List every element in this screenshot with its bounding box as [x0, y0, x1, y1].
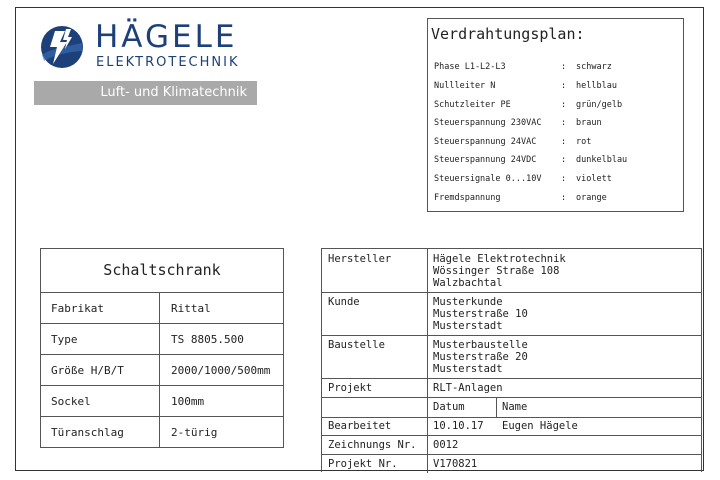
cabinet-title: Schaltschrank — [41, 249, 283, 293]
cabinet-row — [41, 386, 283, 417]
bearbeitet-datum: 10.10.17 — [433, 420, 484, 432]
wiring-color: rot — [576, 137, 592, 147]
projekt-value: RLT-Anlagen — [433, 382, 503, 394]
wiring-separator: : — [561, 137, 567, 147]
cabinet-value: 100mm — [171, 395, 205, 408]
wiring-separator: : — [561, 62, 567, 72]
cabinet-value: Rittal — [171, 302, 211, 315]
baustelle-line: Musterstadt — [433, 363, 503, 375]
projekt-nr-value: V170821 — [433, 458, 478, 470]
hersteller-line: Wössinger Straße 108 — [433, 265, 560, 277]
baustelle-label: Baustelle — [328, 339, 385, 351]
bearbeitet-name: Eugen Hägele — [502, 420, 578, 432]
wiring-color: dunkelblau — [576, 155, 628, 165]
hersteller-label: Hersteller — [328, 253, 392, 265]
wiring-color: violett — [576, 174, 612, 184]
wiring-separator: : — [561, 100, 567, 110]
cabinet-table — [40, 248, 284, 448]
name-header: Name — [502, 401, 528, 413]
cabinet-value: 2000/1000/500mm — [171, 364, 271, 377]
cabinet-value: TS 8805.500 — [171, 333, 244, 346]
title-block-rule — [322, 417, 701, 418]
wiring-separator: : — [561, 81, 567, 91]
wiring-title: Verdrahtungsplan: — [431, 25, 585, 43]
wiring-separator: : — [561, 118, 567, 128]
wiring-separator: : — [561, 174, 567, 184]
cabinet-label: Sockel — [51, 395, 91, 408]
wiring-label: Steuersignale 0...10V — [434, 174, 542, 184]
cabinet-value: 2-türig — [171, 426, 218, 439]
cabinet-label: Fabrikat — [51, 302, 104, 315]
lightning-logo-icon — [40, 25, 84, 69]
wiring-label: Fremdspannung — [434, 193, 501, 203]
brand-subtitle: ELEKTROTECHNIK — [96, 55, 240, 70]
wiring-label: Schutzleiter PE — [434, 100, 511, 110]
title-block-rule — [322, 454, 701, 455]
wiring-color: orange — [576, 193, 607, 203]
title-block-rule — [322, 397, 701, 398]
wiring-label: Phase L1-L2-L3 — [434, 62, 506, 72]
cabinet-label: Türanschlag — [51, 426, 124, 439]
baustelle-line: Musterstraße 20 — [433, 351, 528, 363]
wiring-color: braun — [576, 118, 602, 128]
cabinet-row — [41, 293, 283, 324]
wiring-label: Steuerspannung 230VAC — [434, 118, 542, 128]
hersteller-line: Walzbachtal — [433, 277, 503, 289]
zeichnungs-nr-value: 0012 — [433, 439, 459, 451]
cabinet-label: Größe H/B/T — [51, 364, 124, 377]
title-block-rule — [322, 378, 701, 379]
title-block-rule — [322, 435, 701, 436]
brand-name: HÄGELE — [95, 19, 238, 55]
title-block-rule — [322, 292, 701, 293]
projekt-nr-label: Projekt Nr. — [328, 458, 398, 470]
cabinet-label: Type — [51, 333, 78, 346]
kunde-line: Musterstadt — [433, 320, 503, 332]
kunde-line: Musterstraße 10 — [433, 308, 528, 320]
wiring-separator: : — [561, 193, 567, 203]
wiring-legend — [427, 18, 684, 212]
wiring-label: Steuerspannung 24VAC — [434, 137, 537, 147]
cabinet-row — [41, 355, 283, 386]
title-block-rule — [322, 335, 701, 336]
kunde-line: Musterkunde — [433, 296, 503, 308]
hersteller-line: Hägele Elektrotechnik — [433, 253, 566, 265]
projekt-label: Projekt — [328, 382, 373, 394]
wiring-label: Steuerspannung 24VDC — [434, 155, 537, 165]
wiring-label: Nullleiter N — [434, 81, 496, 91]
wiring-color: hellblau — [576, 81, 617, 91]
title-block-divider — [427, 249, 428, 473]
brand-tagline: Luft- und Klimatechnik — [34, 81, 257, 105]
title-block — [321, 248, 702, 472]
cabinet-row — [41, 324, 283, 355]
bearbeitet-label: Bearbeitet — [328, 420, 392, 432]
wiring-color: grün/gelb — [576, 100, 623, 110]
datum-header: Datum — [433, 401, 465, 413]
zeichnungs-nr-label: Zeichnungs Nr. — [328, 439, 417, 451]
wiring-color: schwarz — [576, 62, 612, 72]
baustelle-line: Musterbaustelle — [433, 339, 528, 351]
wiring-separator: : — [561, 155, 567, 165]
kunde-label: Kunde — [328, 296, 360, 308]
title-block-divider — [496, 397, 497, 417]
cabinet-row — [41, 417, 283, 448]
